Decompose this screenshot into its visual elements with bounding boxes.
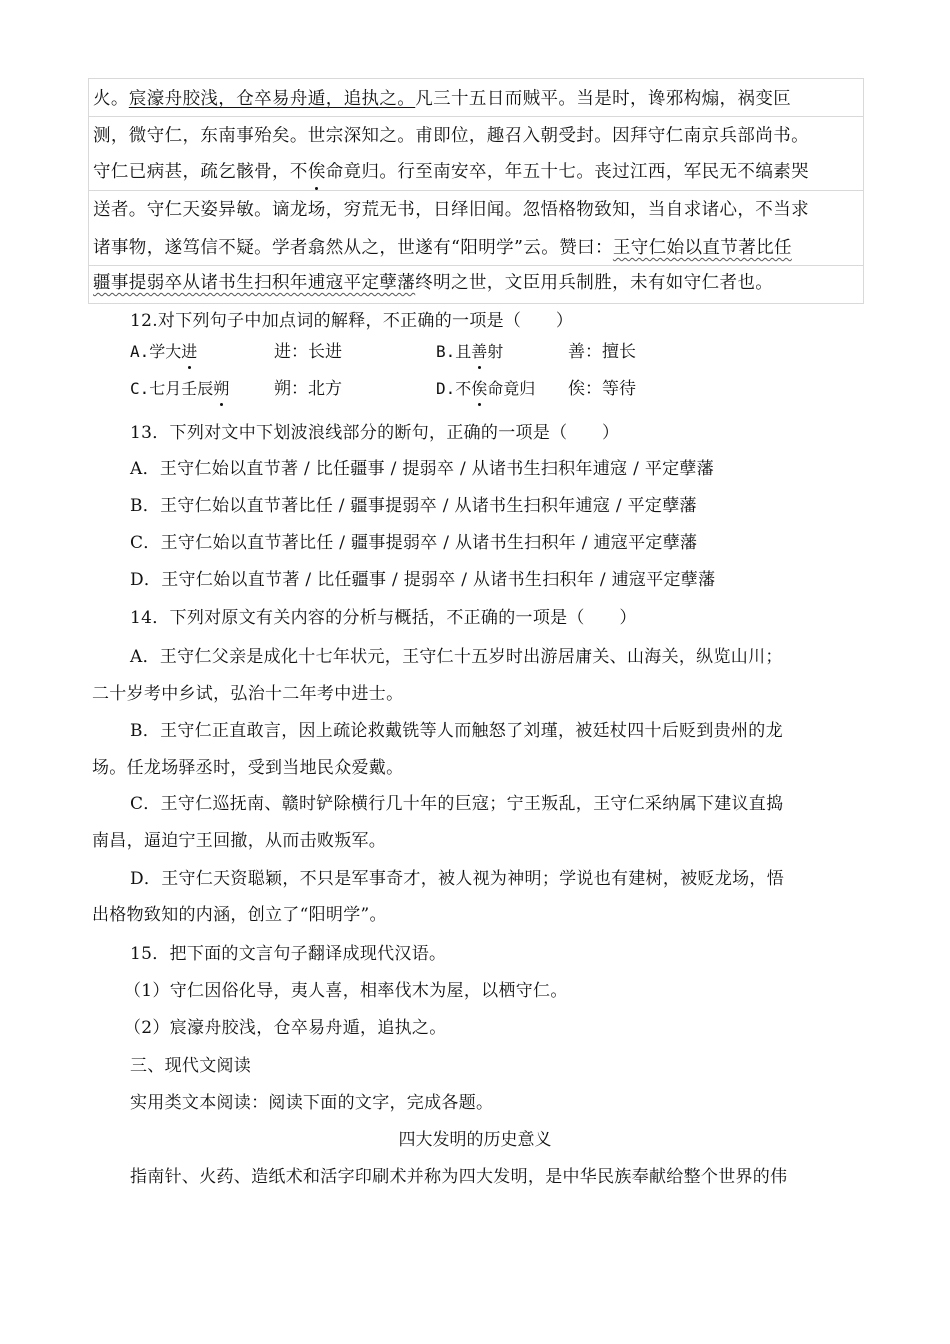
q12-option-c: C.七月壬辰朔 <box>130 379 230 398</box>
q14-option-c-line1: C．王守仁巡抚南、赣时铲除横行几十年的巨寇；宁王叛乱，王守仁采纳属下建议直捣 <box>130 794 784 814</box>
q12-option-d-gloss: 俟：等待 <box>568 379 636 399</box>
row-divider <box>89 116 863 117</box>
question-14-stem: 14．下列对原文有关内容的分析与概括，不正确的一项是（ ） <box>130 608 637 628</box>
question-12-stem: 12.对下列句子中加点词的解释，不正确的一项是（ ） <box>130 311 574 331</box>
q12-option-c-gloss: 朔：北方 <box>274 379 342 399</box>
row-divider <box>89 190 863 191</box>
passage-box <box>88 78 864 304</box>
q14-option-b-line2: 场。任龙场驿丞时，受到当地民众爱戴。 <box>92 758 404 778</box>
q13-option-d: D．王守仁始以直节著 / 比任疆事 / 提弱卒 / 从诸书生扫积年 / 逋寇平定孽藩 <box>130 570 716 590</box>
question-13-stem: 13．下列对文中下划波浪线部分的断句，正确的一项是（ ） <box>130 423 620 443</box>
wavy-underlined-text: 疆事提弱卒从诸书生扫积年逋寇平定孽藩 <box>93 273 416 293</box>
q13-option-a: A．王守仁始以直节著 / 比任疆事 / 提弱卒 / 从诸书生扫积年逋寇 / 平定孽藩 <box>130 459 715 479</box>
passage-line-1: 火。宸濠舟胶浅，仓卒易舟遁，追执之。凡三十五日而贼平。当是时，谗邪构煽，祸变叵 <box>93 89 792 109</box>
q12-option-d: D.不俟命竟归 <box>436 379 536 398</box>
article-paragraph: 指南针、火药、造纸术和活字印刷术并称为四大发明，是中华民族奉献给整个世界的伟 <box>130 1167 788 1187</box>
q14-option-b-line1: B．王守仁正直敢言，因上疏论救戴铣等人而触怒了刘瑾，被廷杖四十后贬到贵州的龙 <box>130 721 783 741</box>
q14-option-a-line1: A．王守仁父亲是成化十七年状元，王守仁十五岁时出游居庸关、山海关，纵览山川； <box>130 647 783 667</box>
passage-line-3: 守仁已病甚，疏乞骸骨，不俟命竟归。行至南安卒，年五十七。丧过江西，军民无不缟素哭 <box>93 162 810 182</box>
q15-sentence-1: （1）守仁因俗化导，夷人喜，相率伐木为屋，以栖守仁。 <box>124 981 568 1001</box>
q13-option-c: C．王守仁始以直节著比任 / 疆事提弱卒 / 从诸书生扫积年 / 逋寇平定孽藩 <box>130 533 698 553</box>
wavy-underlined-text: 王守仁始以直节著比任 <box>612 238 792 258</box>
q13-option-b: B．王守仁始以直节著比任 / 疆事提弱卒 / 从诸书生扫积年逋寇 / 平定孽藩 <box>130 496 697 516</box>
q12-option-a: A.学大进 <box>130 342 198 361</box>
row-divider <box>89 265 863 266</box>
question-15-stem: 15．把下面的文言句子翻译成现代汉语。 <box>130 944 447 964</box>
q12-option-a-gloss: 进：长进 <box>274 342 342 362</box>
article-title: 四大发明的历史意义 <box>398 1130 552 1150</box>
passage-line-6: 疆事提弱卒从诸书生扫积年逋寇平定孽藩终明之世，文臣用兵制胜，未有如守仁者也。 <box>93 273 774 293</box>
q14-option-d-line2: 出格物致知的内涵，创立了“阳明学”。 <box>92 905 387 925</box>
q15-sentence-2: （2）宸濠舟胶浅，仓卒易舟遁，追执之。 <box>124 1018 447 1038</box>
dotted-char: 俟 <box>307 162 326 182</box>
underlined-sentence: 宸濠舟胶浅，仓卒易舟遁，追执之。 <box>128 89 416 109</box>
section-intro: 实用类文本阅读：阅读下面的文字，完成各题。 <box>130 1093 494 1113</box>
passage-line-5: 诸事物，遂笃信不疑。学者翕然从之，世遂有“阳明学”云。赞曰：王守仁始以直节著比任 <box>93 238 792 258</box>
q14-option-a-line2: 二十岁考中乡试，弘治十二年考中进士。 <box>92 684 404 704</box>
section-heading: 三、现代文阅读 <box>130 1056 252 1076</box>
passage-line-4: 送者。守仁天姿异敏。谪龙场，穷荒无书，日绎旧闻。忽悟格物致知，当自求诸心，不当求 <box>93 200 809 220</box>
q12-option-b: B.且善射 <box>436 342 504 361</box>
q14-option-c-line2: 南昌，逼迫宁王回撤，从而击败叛军。 <box>92 831 387 851</box>
q14-option-d-line1: D．王守仁天资聪颖，不只是军事奇才，被人视为神明；学说也有建树，被贬龙场，悟 <box>130 869 785 889</box>
passage-line-2: 测，微守仁，东南事殆矣。世宗深知之。甫即位，趣召入朝受封。因拜守仁南京兵部尚书。 <box>93 126 809 146</box>
q12-option-b-gloss: 善：擅长 <box>568 342 636 362</box>
